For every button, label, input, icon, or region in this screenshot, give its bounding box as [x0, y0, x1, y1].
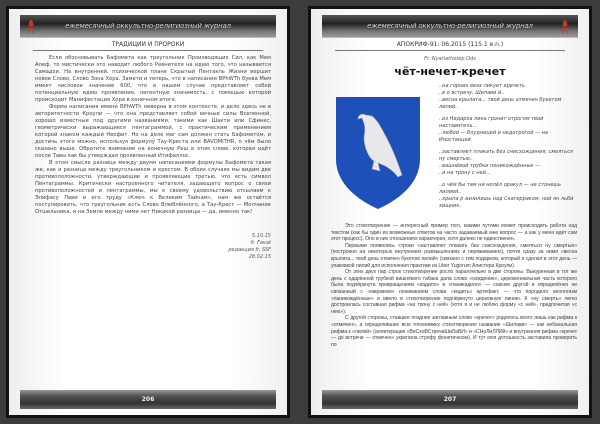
journal-header-text: ежемесячный оккультно-религиозный журнал — [367, 22, 533, 30]
signature-line: редакция fr. SSF — [228, 247, 271, 253]
signature-line: 5.10.15 — [251, 233, 271, 239]
poem — [439, 83, 574, 215]
journal-header-text: ежемесячный оккультно-религиозный журнал — [65, 22, 231, 30]
poem-stanza: ..из Нидарха лика гронит отрогом твой наставитель... ..любой — блудницей и недотрогой — на Иностанцей — [439, 116, 548, 143]
paragraph: Первыми появились строки «заставляет плакать без снисхождения, смеяться ну смертью» (построено на некоторых внутренних размышлениях и переживаниях), почти сразу за ними «весна крылата... твой день отмечен букетом лилий» (связано с тем подарком, который я сделал в этот день — упаковкой лилий для исполнения практики из Liber Yugorum Алистера Кроули). — [331, 242, 577, 269]
article-title: чёт-нечет-кречет — [394, 65, 506, 78]
right-page — [308, 6, 592, 418]
paragraph: Форма написания имени BPhWTh неверна в этом контексте, и дело здесь не в авторитетности Кроули — что она представляет собой вечные силы Вселенной, хорошо известные под другими названиями, такими как Шакти или Сфинкс, геометрически выражающиеся пентаграммой, с практическим применением которой знаком каждый Неофит. Но на деле маг сам должен стать Бафометом, и достичь этого можно, используя формулу Тау-Креста или BAVOMITHR, о чём было сказано выше. Обратите внимание на конечную Реш в этом слове, которая идёт после Тавы как бы утверждая проявленный Итифаллос. — [35, 104, 271, 159]
signature-line: 28.02.15 — [248, 254, 271, 260]
poem-stanza: ..на горних веях ликует кречеть ..в о встречу, Шилави й.. ..весна крылата... твой день отмечен букетом лилий.. — [439, 83, 562, 110]
issue-label: АПОКРИФ-91: 06.2015 (115.1 e.n.) — [335, 39, 565, 51]
paragraph: От этих двух пар строк стихотворение росло параллельно в две стороны. Выкуренная в тот же день с одарённой трубкой вишнёвого табака дала слово «хождение», церемониальная часть которого была подчёркнута превращением «кадило» в «паникадило» — совсем другой и определённо не связанный с «миражом» пониманием слова «кадить» артефакт, — что породило неологизм «паникождённые» и ввело в стихотворение подчёркнуто церковную линию. К «ну смерть» легко достроилась составная рифма «на трону с ней» (хотя я и не люблю форму «с ней», предпочитая «с нею»). — [331, 269, 577, 315]
paragraph: Это стихотворение — интересный пример того, какими путями может происходить работа над текстом (как бы один из возможных ответов на часто задаваемый мне вопрос — а как у меня идёт сам этот процесс). Оно в них отношениях характерен, хотя далеко не единственен. — [331, 223, 577, 243]
signature-block — [228, 233, 271, 261]
page-number: 207 — [322, 390, 578, 409]
gyrfalcon-coat-of-arms-image — [336, 97, 420, 209]
page-number: 206 — [20, 390, 276, 409]
paragraph: С другой стороны, ставшее позднее заглавным слово «кречет» родилось всего лишь как рифма к «отмечен», а определившее всю топонимику стихотворения название «Шилави» — как небанальная рифма к «лилий» (аллитерация «ВеСхоВСтречиШиЛаВИ» и «СНоЛиЛЛИй» и внутренняя рифма «кречет — до встречи — отмечен» укрепила строфу фонетически). И тут моя дотошность заставила проверить по — [331, 315, 577, 348]
article-text — [35, 55, 271, 216]
poem-stanza: ..заставляет плакать без снисхождения, смеяться ну смертью.. ..вашнёвой трубки поникождённые — ..и на трону с ней... — [439, 149, 573, 176]
poem-stanza: ..о чём бы там ни нопёл оракул — не стонешь лилией.. ..хрыпа р азнилишь над Скагерраком, ной ян льбй хищник. — [439, 182, 574, 209]
page-header-bar — [20, 15, 276, 38]
signature-line: fr. Favat — [250, 240, 271, 246]
article-author: Fr. Nyarlathotep Ods — [424, 56, 476, 62]
section-title: ТРАДИЦИИ И ПРОРОКИ — [33, 39, 263, 51]
paragraph: Если обосновывать Бафомета как треугольник Производящих Сил, как Мем Алеф, то мистически это наводит любого Ревнителя на идею того, что называется Самадхи. На внутренней, психической плане Скрытый Пентакль Жизни вершит новое Слово, Слово Зона Хора. Замети и теперь, что в написании BPhWTh буква Мем имеет числовое значение 600, что в нашем случае представляет собой потенциальную идею проявления, латентную значимость, с помощью которой происходит Манифестация Хора в конечном итоге. — [35, 55, 271, 103]
page-header-bar — [322, 15, 578, 38]
paragraph: В этом смысле разница между двумя написаниями формулы Бафомета такая же, как и разница между треугольником и крестом. В обоих случаях мы видим две противоположности, утверждающие и проявляющие третью, что есть символ Пентаграммы. Критически настроенного читателя, задающего вопрос о связи противоположностей и пентаграммы, мы к своему удовольствию отсылаем к Элифасу Леви и его труду «Ключ к Великим Тайнам», нам же остаётся постулировать, что треугольник есть Слово Влюблённого, а Тау-Крест — Молчание Отшельника, и на Земле между ними нет Никакой разницы — да, именно так! — [35, 160, 271, 215]
article-text — [331, 223, 577, 348]
left-page — [6, 6, 290, 418]
